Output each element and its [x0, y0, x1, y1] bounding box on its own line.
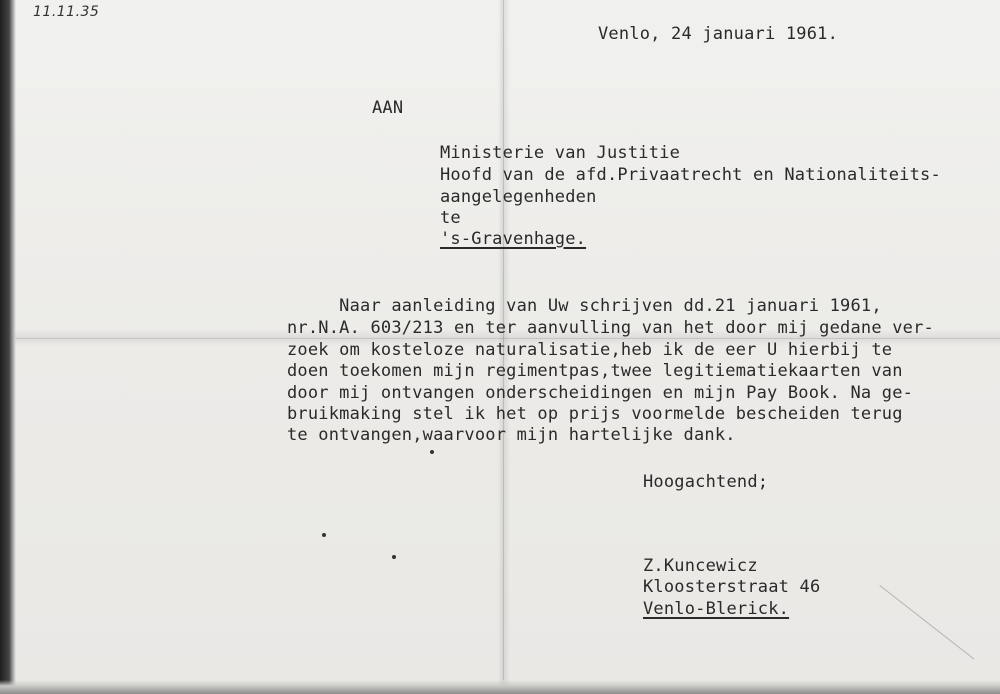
scan-shadow-bottom — [0, 680, 1000, 694]
ink-speck — [392, 555, 396, 559]
sender-street: Kloosterstraat 46 — [643, 577, 821, 597]
body-line-2: nr.N.A. 603/213 en ter aanvulling van het door mij gedane ver- — [287, 318, 934, 338]
fold-crease-horizontal — [16, 338, 1000, 339]
sender-name: Z.Kuncewicz — [643, 556, 758, 576]
sender-city: Venlo-Blerick. — [643, 599, 790, 619]
corner-crease — [879, 585, 974, 660]
body-line-6: bruikmaking stel ik het op prijs voormelde bescheiden terug — [287, 404, 903, 424]
ink-speck — [322, 533, 326, 537]
body-line-1: Naar aanleiding van Uw schrijven dd.21 januari 1961, — [287, 296, 882, 316]
closing: Hoogachtend; — [643, 472, 769, 492]
recipient-line-2: Hoofd van de afd.Privaatrecht en Nationaliteits- — [440, 165, 941, 185]
scan-shadow-left — [0, 0, 16, 694]
recipient-line-1: Ministerie van Justitie — [440, 143, 681, 163]
body-line-5: door mij ontvangen onderscheidingen en mijn Pay Book. Na ge- — [287, 383, 914, 403]
archive-note: 11.11.35 — [33, 4, 100, 20]
recipient-line-3: aangelegenheden — [440, 187, 597, 207]
ink-speck — [430, 450, 434, 454]
recipient-salutation: AAN — [372, 98, 404, 118]
body-line-7: te ontvangen,waarvoor mijn hartelijke dank. — [287, 425, 736, 445]
recipient-city: 's-Gravenhage. — [440, 229, 587, 249]
body-line-3: zoek om kosteloze naturalisatie,heb ik de eer U hierbij te — [287, 340, 893, 360]
place-date: Venlo, 24 januari 1961. — [598, 24, 839, 44]
body-line-4: doen toekomen mijn regimentpas,twee legitiematiekaarten van — [287, 361, 903, 381]
recipient-line-4: te — [440, 208, 461, 228]
